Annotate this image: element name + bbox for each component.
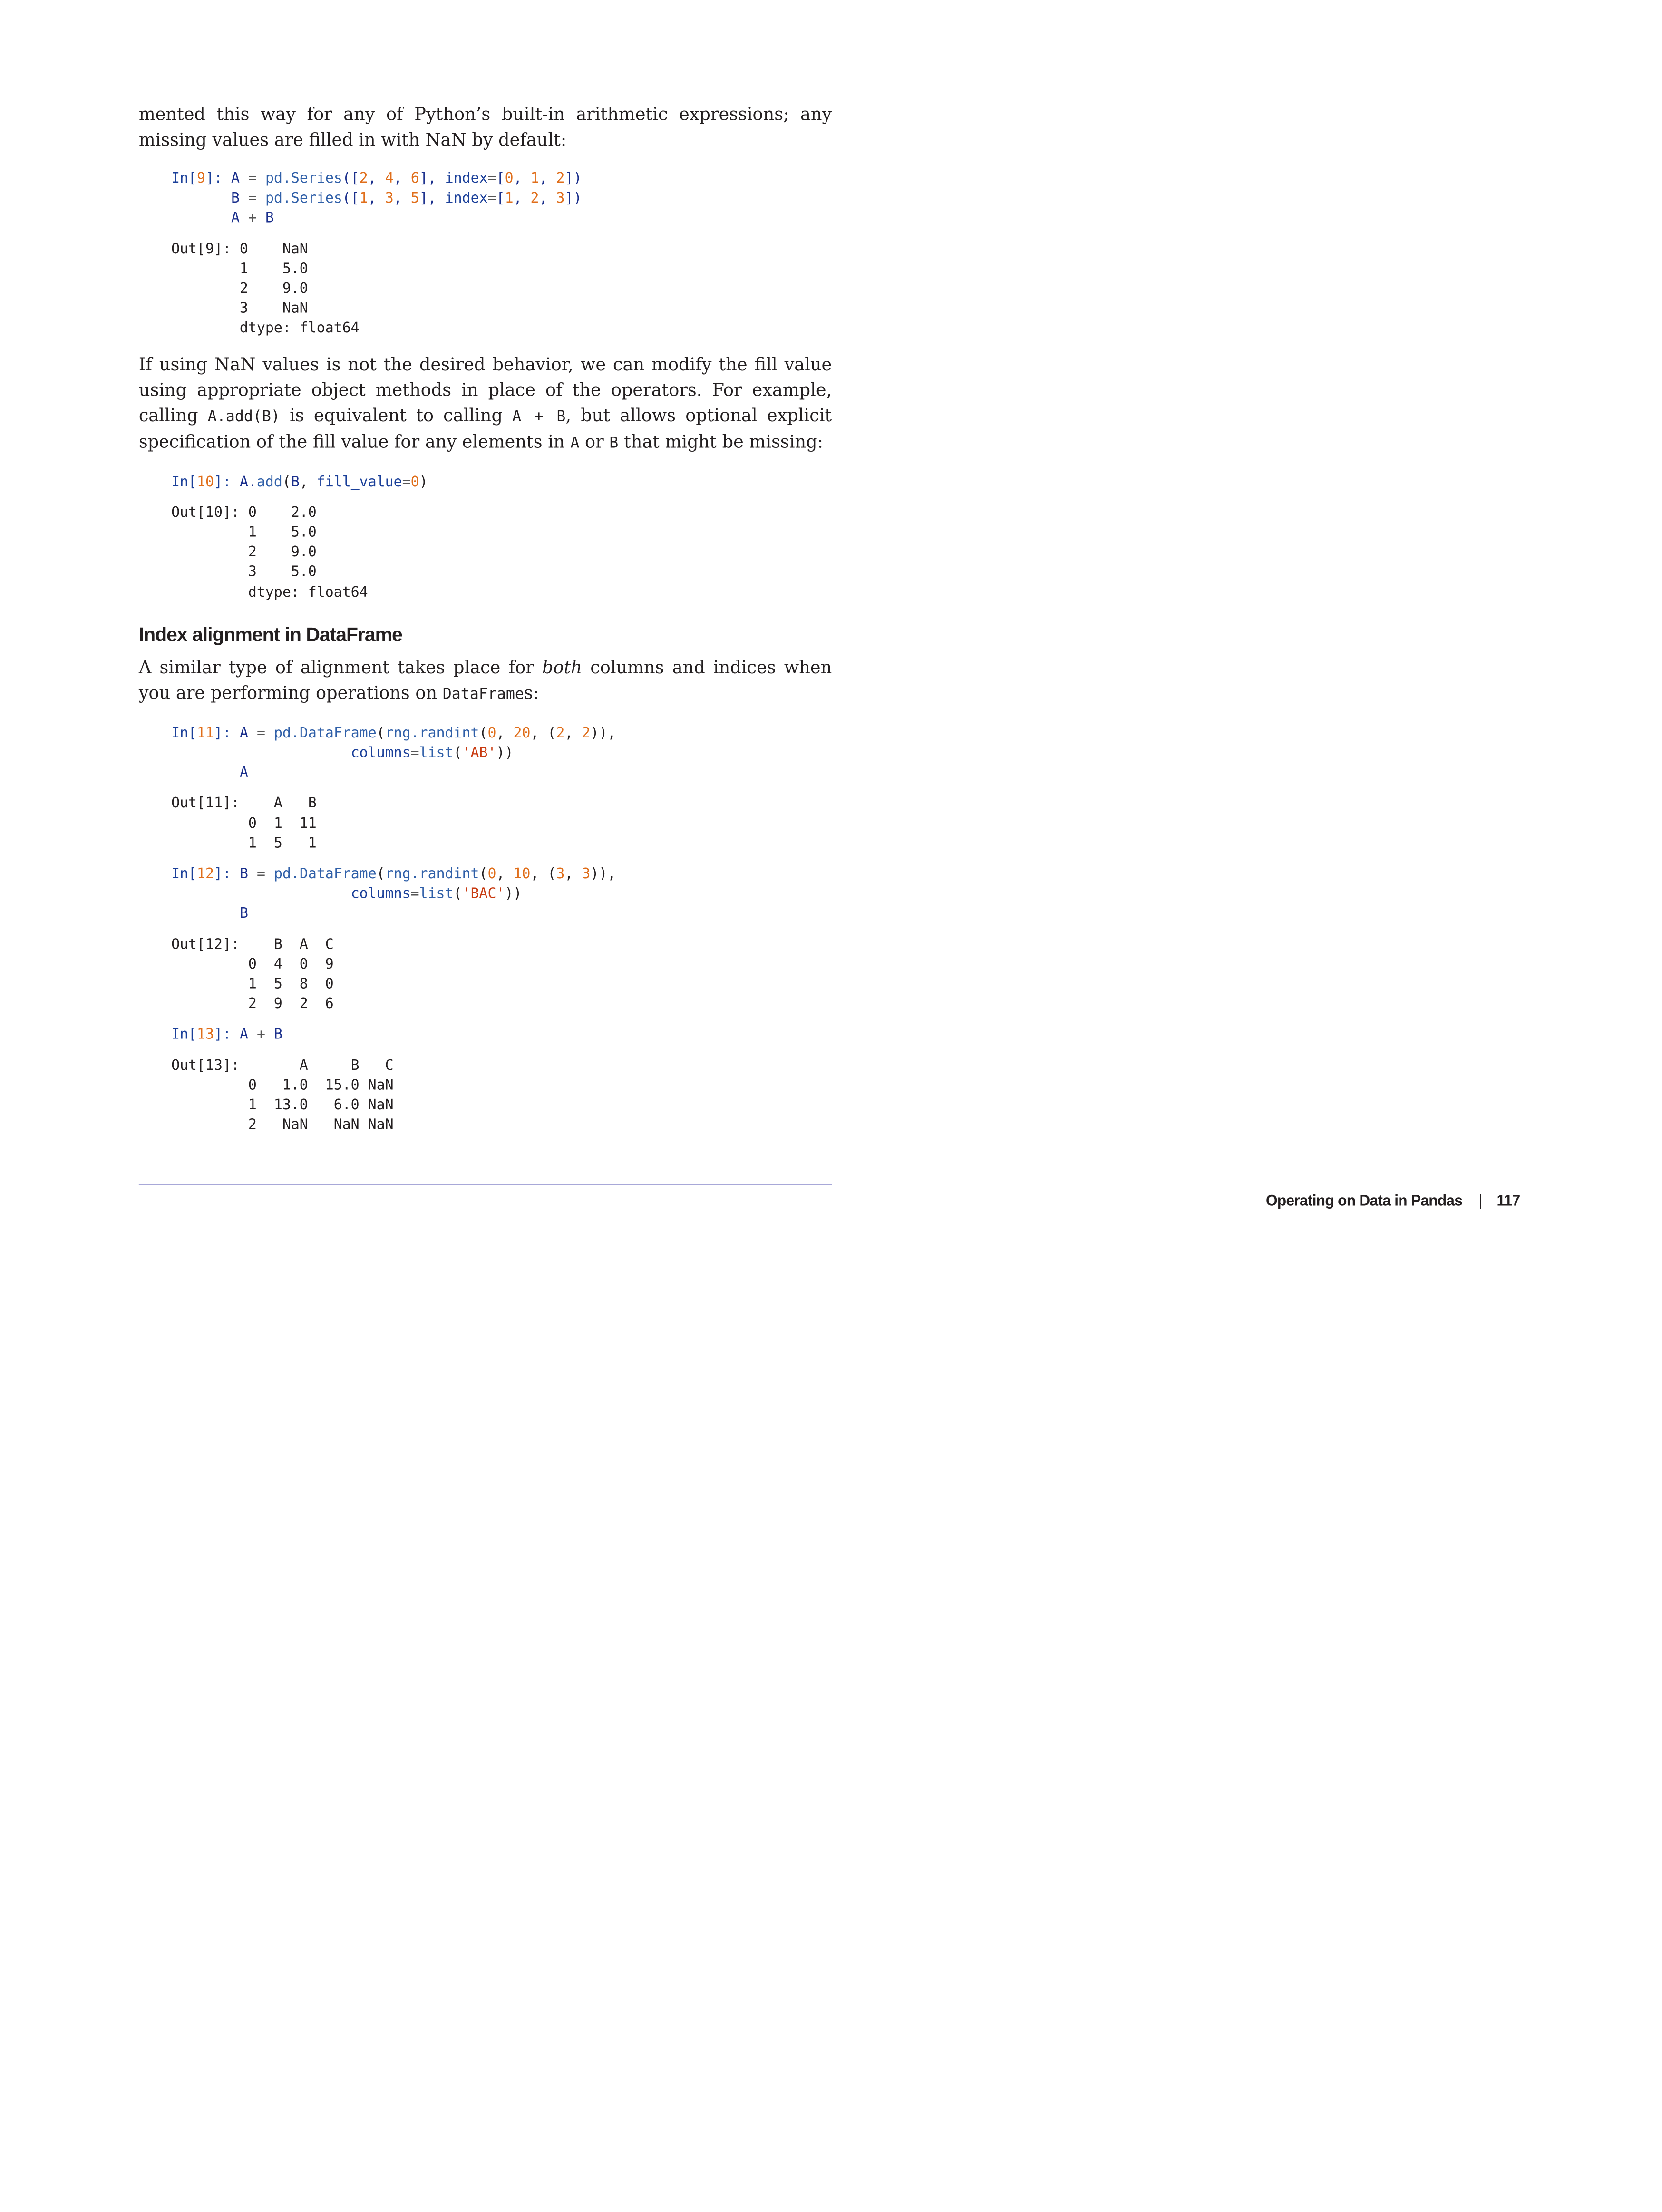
footer-separator: | bbox=[1478, 1192, 1482, 1209]
footer-rule bbox=[139, 1184, 832, 1185]
code-cell-in12: In[12]: B = pd.DataFrame(rng.randint(0, 10, (3, 3)), columns=list('BAC')) B bbox=[171, 865, 616, 922]
section-heading: Index alignment in DataFrame bbox=[138, 623, 402, 646]
page-number: 117 bbox=[1497, 1192, 1520, 1209]
p2-text-e: that might be missing: bbox=[618, 432, 823, 453]
p2-text-a: If using NaN values is not the desired behavior, we can modify the fill value using appropriate object methods in place of the operators. For example, calling bbox=[138, 354, 832, 426]
p2-code-b: B bbox=[609, 434, 619, 452]
p2-code-add: A.add(B) bbox=[207, 407, 280, 426]
code-cell-out13: Out[13]: A B C 0 1.0 15.0 NaN 1 13.0 6.0 NaN 2 NaN NaN NaN bbox=[171, 1057, 394, 1134]
code-cell-out10: Out[10]: 0 2.0 1 5.0 2 9.0 3 5.0 dtype: float64 bbox=[171, 504, 368, 601]
code-cell-out12: Out[12]: B A C 0 4 0 9 1 5 8 0 2 9 2 6 bbox=[171, 936, 334, 1013]
paragraph-intro: mented this way for any of Python’s built-in arithmetic expressions; any missing values are filled in with NaN by default: bbox=[138, 104, 832, 151]
p3-text-c: s: bbox=[524, 683, 539, 704]
p3-code-dataframe: DataFrame bbox=[442, 685, 524, 703]
code-cell-in10: In[10]: A.add(B, fill_value=0) bbox=[171, 474, 428, 490]
in9-line1: A = pd.Series([2, 4, 6], index=[0, 1, 2]) bbox=[231, 170, 582, 187]
in9-number: 9 bbox=[197, 170, 206, 187]
in10-number: 10 bbox=[197, 474, 214, 490]
in9-line3: A + B bbox=[231, 210, 274, 227]
footer-chapter-title: Operating on Data in Pandas bbox=[1266, 1192, 1463, 1209]
code-cell-in11: In[11]: A = pd.DataFrame(rng.randint(0, 20, (2, 2)), columns=list('AB')) A bbox=[171, 725, 616, 781]
code-cell-out9: Out[9]: 0 NaN 1 5.0 2 9.0 3 NaN dtype: float64 bbox=[171, 241, 360, 337]
paragraph-dataframe-alignment bbox=[139, 655, 832, 707]
p2-text-d: or bbox=[579, 432, 610, 453]
code-cell-in9: In[9]: A = pd.Series([2, 4, 6], index=[0, 1, 2]) B = pd.Series([1, 3, 5], index=[1, 2, 3]) A + B bbox=[171, 170, 582, 227]
in13-number: 13 bbox=[197, 1027, 214, 1043]
paragraph-fill-value bbox=[139, 352, 832, 456]
page-footer bbox=[1266, 1192, 1520, 1210]
p3-emphasis: both bbox=[542, 657, 583, 678]
in12-number: 12 bbox=[197, 865, 214, 883]
p2-text-b: is equivalent to calling bbox=[280, 405, 513, 426]
p2-code-a: A bbox=[570, 434, 580, 452]
in9-line2: B = pd.Series([1, 3, 5], index=[1, 2, 3]) bbox=[231, 190, 582, 207]
p3-text-b: columns and indices when you are performing operations on bbox=[138, 657, 832, 704]
code-cell-out11: Out[11]: A B 0 1 11 1 5 1 bbox=[171, 795, 317, 852]
page-content bbox=[139, 102, 832, 1135]
p3-text-a: A similar type of alignment takes place for bbox=[138, 657, 543, 678]
code-cell-in13: In[13]: A + B bbox=[171, 1027, 282, 1043]
p2-text-c: , but allows optional explicit specification of the fill value for any elements in bbox=[138, 405, 832, 453]
in11-number: 11 bbox=[197, 725, 214, 742]
p2-code-plus: A + B bbox=[512, 407, 566, 426]
